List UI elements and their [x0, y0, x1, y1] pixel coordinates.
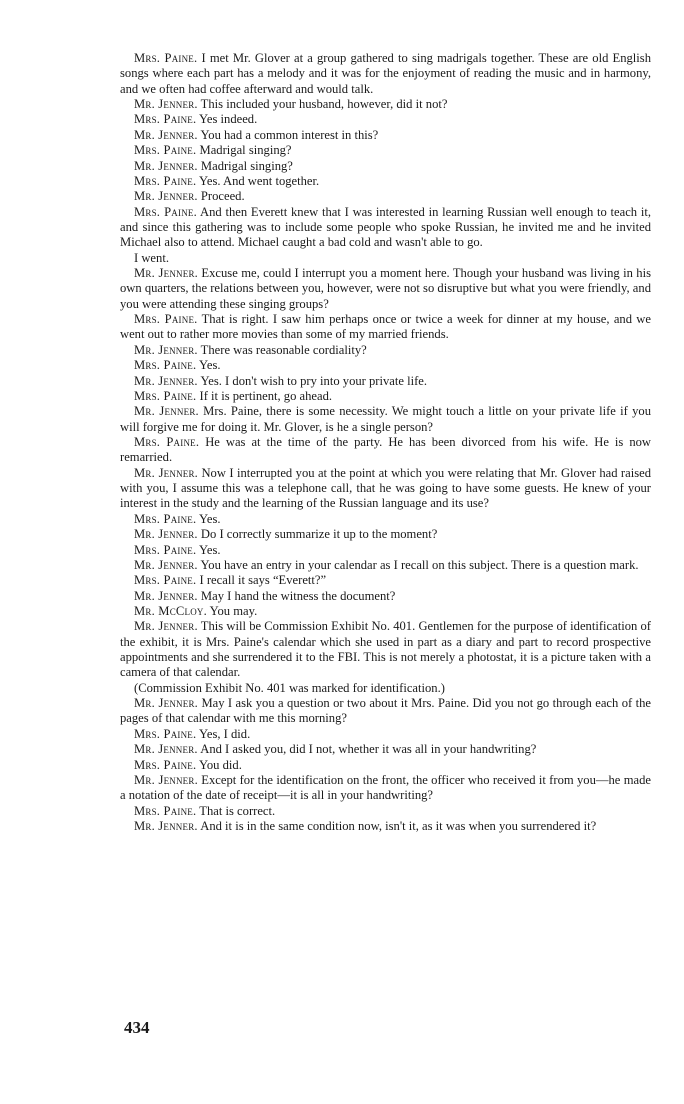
- speech-text: I met Mr. Glover at a group gathered to sing madrigals together. These are old English songs where each part has a melody and it was for the enjoyment of reading the music and in harmony, and we often had coffee afterward and would talk.: [120, 51, 651, 96]
- speaker-label: Mr. Jenner.: [134, 127, 198, 142]
- speaker-label: Mr. Jenner.: [134, 342, 198, 357]
- transcript-paragraph: [120, 696, 651, 727]
- speech-text: If it is pertinent, go ahead.: [199, 388, 333, 403]
- speech-text: Proceed.: [200, 189, 245, 204]
- speech-text: Yes. I don't wish to pry into your private life.: [200, 373, 428, 388]
- transcript-paragraph: [120, 343, 651, 358]
- transcript-paragraph: [120, 51, 651, 97]
- transcript-paragraph: [120, 604, 651, 619]
- speaker-label: Mr. Jenner.: [134, 189, 198, 204]
- speaker-label: Mrs. Paine.: [134, 112, 197, 127]
- speaker-label: Mrs. Paine.: [134, 173, 197, 188]
- speech-text: Do I correctly summarize it up to the moment?: [200, 527, 438, 542]
- transcript-paragraph: [120, 558, 651, 573]
- speaker-label: Mr. Jenner.: [134, 465, 199, 480]
- speech-text: Madrigal singing?: [200, 158, 293, 173]
- transcript-paragraph: [120, 312, 651, 343]
- transcript-paragraph: [120, 358, 651, 373]
- transcript-paragraph: [120, 573, 651, 588]
- speech-text: And then Everett knew that I was interested in learning Russian well enough to teach it, and since this gathering was to include some people who spoke Russian, he invited me and he invited Michael also to attend. Michael caught a bad cold and wasn't able to go.: [120, 204, 651, 250]
- speaker-label: Mrs. Paine.: [134, 434, 200, 449]
- transcript-paragraph: [120, 619, 651, 680]
- speaker-label: Mr. Jenner.: [134, 818, 198, 833]
- transcript-paragraph: [120, 589, 651, 604]
- transcript-paragraph: [120, 159, 651, 174]
- speaker-label: Mrs. Paine.: [134, 204, 197, 219]
- speaker-label: Mrs. Paine.: [134, 803, 197, 818]
- transcript-paragraph: [120, 681, 651, 696]
- speech-text: Madrigal singing?: [199, 143, 292, 158]
- speech-text: That is right. I saw him perhaps once or twice a week for dinner at my house, and we went out to rather more movies than some of my married friends.: [120, 312, 651, 342]
- speech-text: You have an entry in your calendar as I recall on this subject. There is a question mark.: [200, 557, 639, 572]
- speech-text: Now I interrupted you at the point at which you were relating that Mr. Glover had raised with you, I assume this was a telephone call, that he was going to have some guests. He knew of your interest in the study and the learning of the Russian language and its use?: [120, 465, 652, 511]
- transcript-paragraph: [120, 389, 651, 404]
- speech-text: Except for the identification on the front, the officer who received it from you—he made a notation of the date of receipt—it is all in your handwriting?: [120, 772, 651, 803]
- transcript-paragraph: [120, 819, 651, 834]
- speaker-label: Mr. Jenner.: [134, 696, 199, 711]
- transcript-paragraph: [120, 205, 651, 251]
- transcript-paragraph: [120, 404, 651, 435]
- speaker-label: Mrs. Paine.: [134, 726, 197, 741]
- transcript-paragraph: [120, 758, 651, 773]
- speaker-label: Mrs. Paine.: [134, 143, 197, 158]
- speaker-label: Mr. Jenner.: [134, 158, 198, 173]
- transcript-paragraph: [120, 543, 651, 558]
- speech-text: You had a common interest in this?: [200, 127, 379, 142]
- transcript-paragraph: [120, 466, 651, 512]
- speech-text: I went.: [134, 250, 169, 265]
- speaker-label: Mrs. Paine.: [134, 511, 197, 526]
- speaker-label: Mrs. Paine.: [134, 757, 197, 772]
- speaker-label: Mrs. Paine.: [134, 388, 197, 403]
- transcript-paragraph: [120, 143, 651, 158]
- transcript-paragraph: [120, 251, 651, 266]
- speech-text: Yes.: [199, 511, 221, 526]
- transcript-paragraph: [120, 174, 651, 189]
- speaker-label: Mrs. Paine.: [134, 573, 197, 588]
- transcript-paragraph: [120, 512, 651, 527]
- page-number: 434: [124, 1018, 150, 1037]
- transcript-paragraph: [120, 773, 651, 804]
- transcript-paragraph: [120, 97, 651, 112]
- speech-text: Yes.: [199, 542, 221, 557]
- transcript-paragraph: [120, 112, 651, 127]
- speech-text: He was at the time of the party. He has been divorced from his wife. He is now remarried.: [120, 434, 652, 465]
- speech-text: Yes, I did.: [199, 726, 251, 741]
- speech-text: I recall it says “Everett?”: [199, 573, 327, 588]
- speech-text: You did.: [199, 757, 242, 772]
- transcript-paragraph: [120, 266, 651, 312]
- speaker-label: Mr. Jenner.: [134, 619, 198, 634]
- speech-text: That is correct.: [199, 803, 276, 818]
- speech-text: (Commission Exhibit No. 401 was marked for identification.): [134, 680, 445, 695]
- speaker-label: Mrs. Paine.: [134, 542, 197, 557]
- speech-text: This included your husband, however, did it not?: [200, 97, 448, 112]
- speaker-label: Mr. Jenner.: [134, 97, 198, 112]
- speech-text: Excuse me, could I interrupt you a moment here. Though your husband was living in his own quarters, the relations between you, however, were not so disruptive but what you were friendly, and you were attending these singing groups?: [120, 266, 651, 311]
- speaker-label: Mr. Jenner.: [134, 588, 198, 603]
- transcript-paragraph: [120, 727, 651, 742]
- transcript-paragraph: [120, 435, 651, 466]
- speaker-label: Mr. Jenner.: [134, 772, 198, 787]
- transcript-paragraph: [120, 189, 651, 204]
- speech-text: Yes. And went together.: [199, 173, 320, 188]
- speech-text: You may.: [209, 603, 258, 618]
- transcript-paragraph: [120, 804, 651, 819]
- speech-text: Yes.: [199, 358, 221, 373]
- speech-text: And it is in the same condition now, isn't it, as it was when you surrendered it?: [200, 818, 597, 833]
- speaker-label: Mr. Jenner.: [134, 373, 198, 388]
- speech-text: And I asked you, did I not, whether it was all in your handwriting?: [200, 742, 537, 757]
- transcript-paragraph: [120, 742, 651, 757]
- speech-text: May I hand the witness the document?: [200, 588, 396, 603]
- speaker-label: Mrs. Paine.: [134, 312, 198, 327]
- speech-text: Mrs. Paine, there is some necessity. We might touch a little on your private life if you will forgive me for doing it. Mr. Glover, is he a single person?: [120, 404, 651, 434]
- speaker-label: Mr. Jenner.: [134, 742, 198, 757]
- transcript-paragraph: [120, 527, 651, 542]
- speaker-label: Mr. McCloy.: [134, 603, 207, 618]
- speech-text: May I ask you a question or two about it Mrs. Paine. Did you not go through each of the pages of that calendar with me this morning?: [120, 696, 651, 726]
- speaker-label: Mr. Jenner.: [134, 266, 199, 281]
- speaker-label: Mr. Jenner.: [134, 404, 199, 419]
- speech-text: Yes indeed.: [199, 112, 258, 127]
- speaker-label: Mrs. Paine.: [134, 358, 197, 373]
- speech-text: This will be Commission Exhibit No. 401. Gentlemen for the purpose of identification of the exhibit, it is Mrs. Paine's calendar which she used in part as a diary and part to record prospective appointments and she surrendered it to the FBI. This is not merely a photostat, it is a picture taken with a camera of that calendar.: [120, 619, 651, 680]
- transcript-paragraph: [120, 128, 651, 143]
- speaker-label: Mr. Jenner.: [134, 527, 198, 542]
- transcript-body: [120, 51, 651, 834]
- speech-text: There was reasonable cordiality?: [200, 342, 367, 357]
- transcript-paragraph: [120, 374, 651, 389]
- speaker-label: Mr. Jenner.: [134, 557, 198, 572]
- speaker-label: Mrs. Paine.: [134, 51, 198, 65]
